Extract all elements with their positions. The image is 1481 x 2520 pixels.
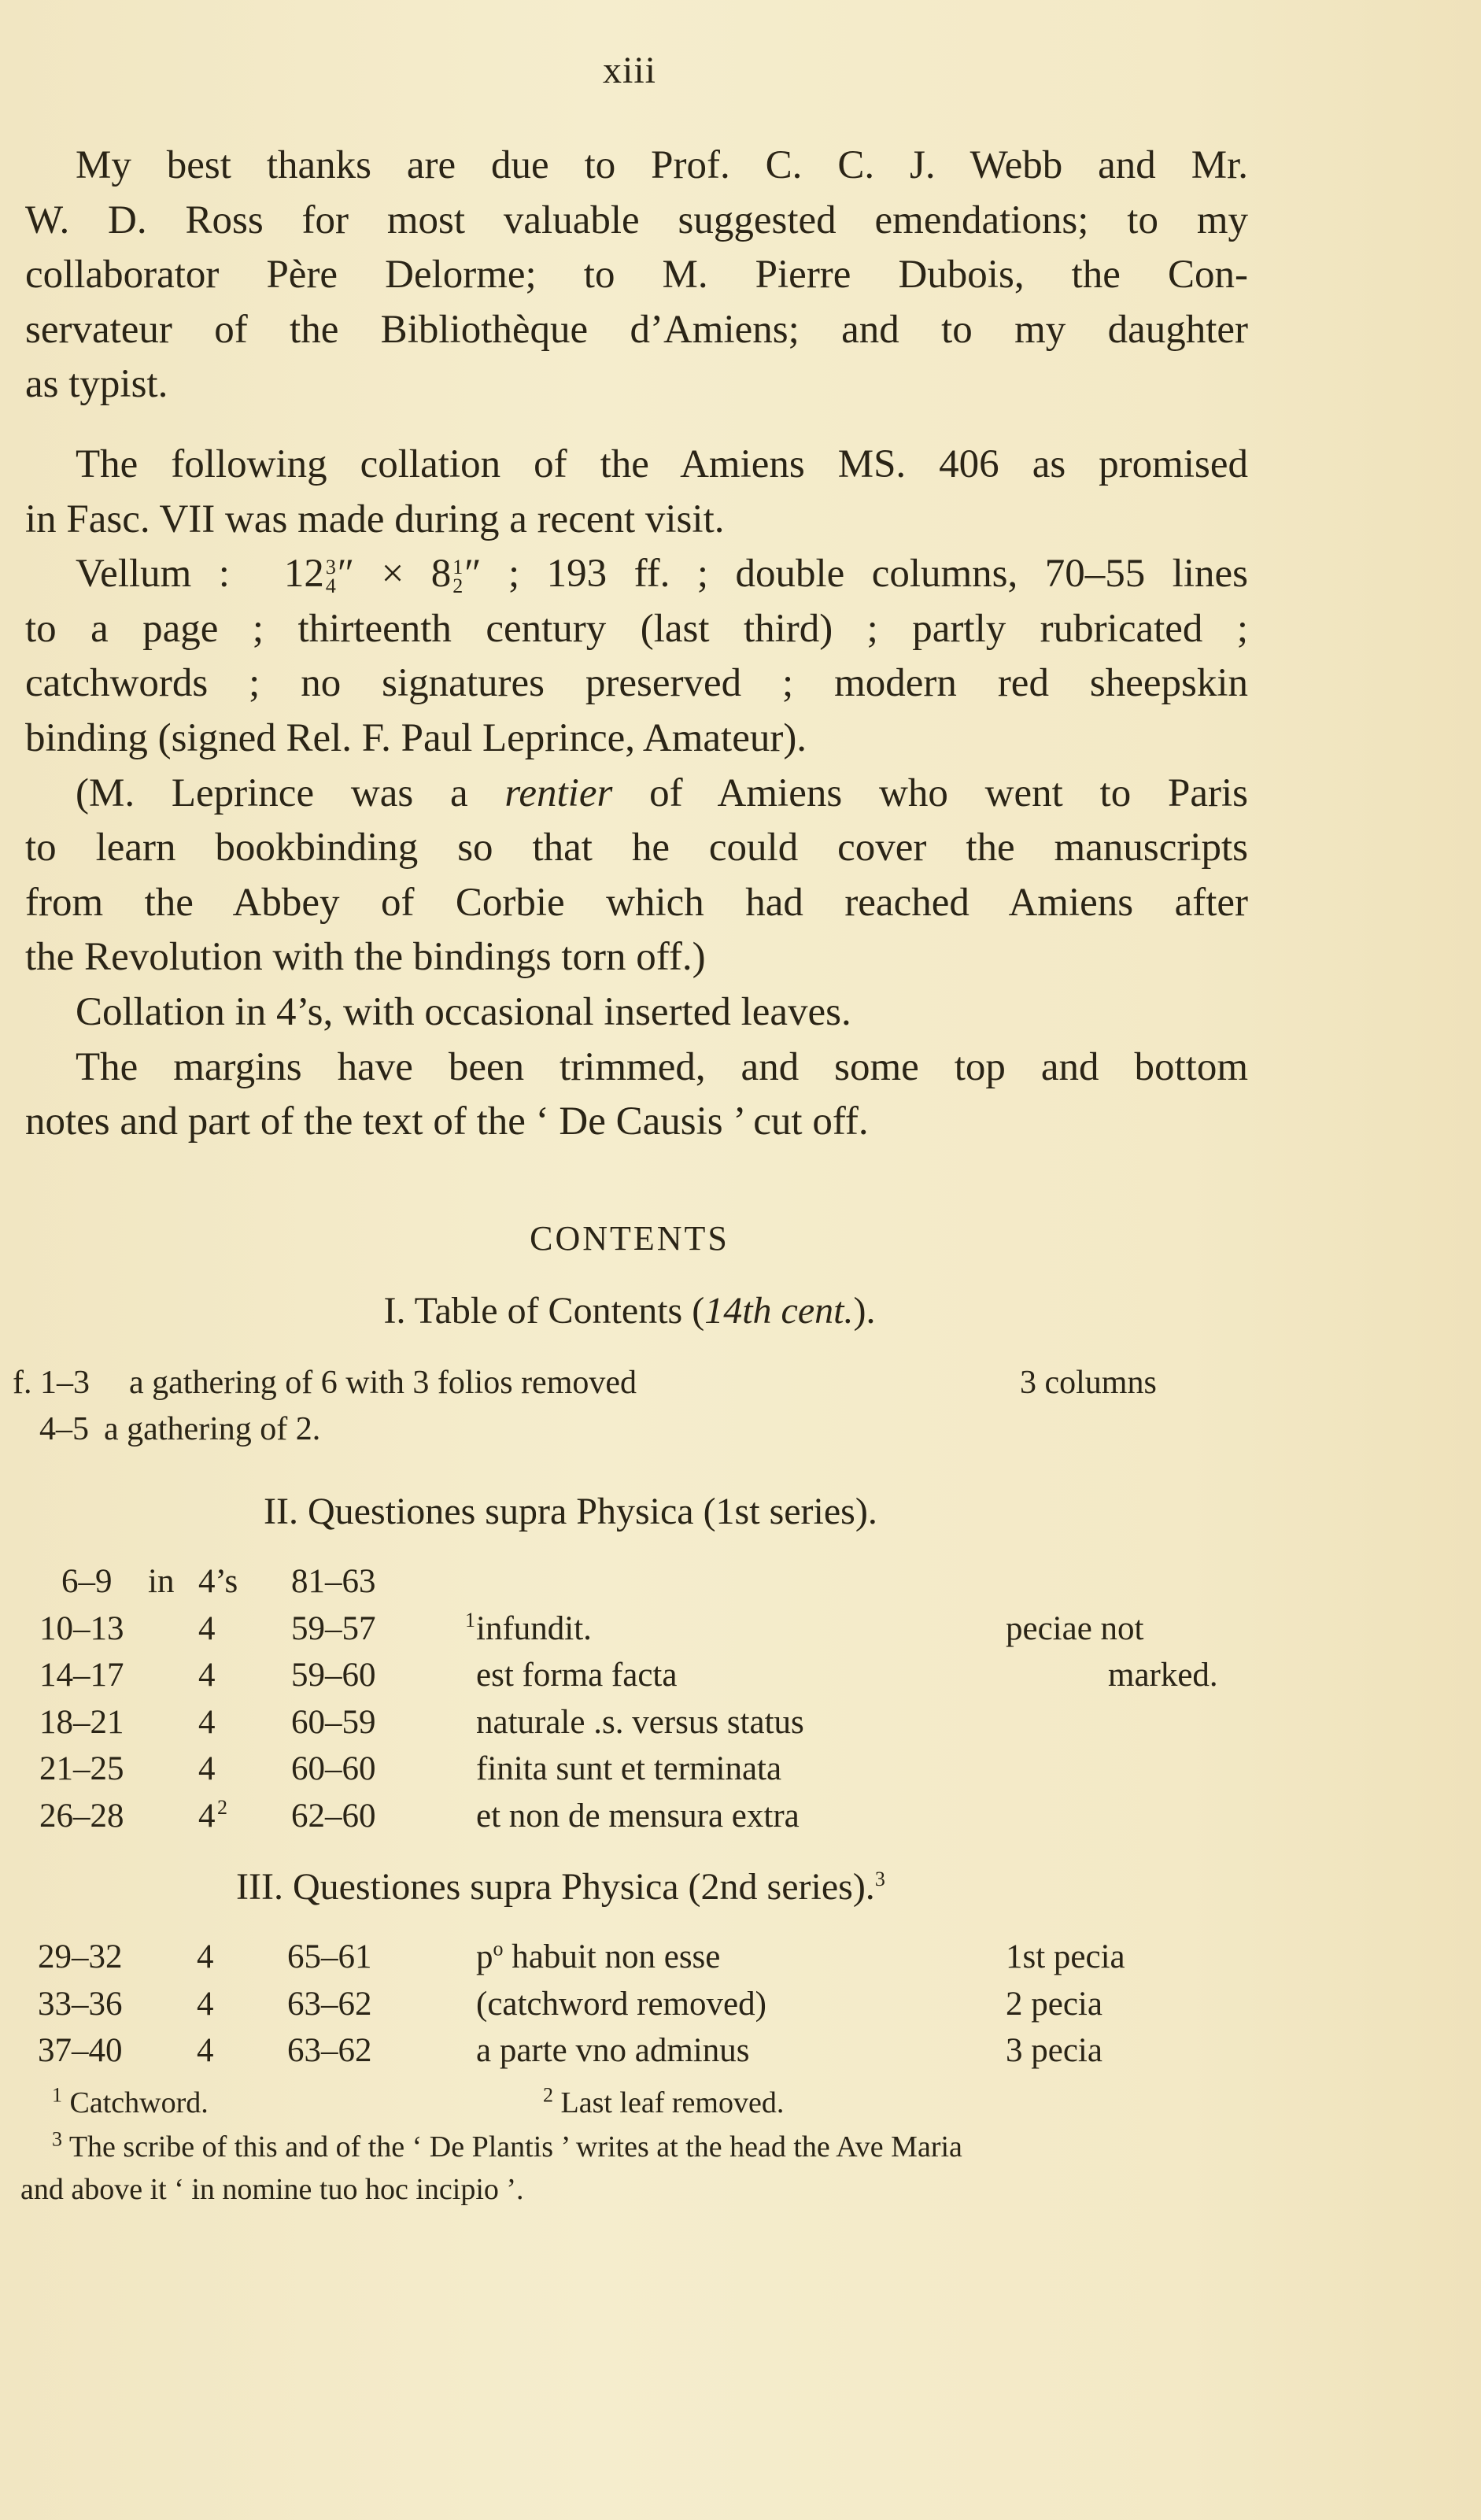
lines-cell: 81–63 <box>291 1563 376 1600</box>
pecia-cell: 3 pecia <box>1006 2032 1102 2069</box>
catchword-cell: infundit. <box>476 1609 592 1647</box>
lines-cell: 59–60 <box>291 1657 376 1694</box>
text-line: binding (signed Rel. F. Paul Leprince, Amateur). <box>25 715 807 760</box>
folios-cell: 6–9 <box>61 1563 113 1600</box>
section-heading-1: I. Table of Contents (14th cent.). <box>383 1290 876 1332</box>
section-heading-2: II. Questiones supra Physica (1st series). <box>264 1491 877 1532</box>
gathering-cell: 4 <box>198 1797 216 1835</box>
gathering-cell: 4 <box>198 1750 216 1787</box>
gathering-cell: 4 <box>197 1938 214 1975</box>
lines-cell: 59–57 <box>291 1609 376 1647</box>
text-line: from the Abbey of Corbie which had reached Amiens after <box>25 880 1248 925</box>
text-line: the Revolution with the bindings torn off.) <box>25 935 706 980</box>
folios-cell: 26–28 <box>39 1797 124 1835</box>
catchword-cell: naturale .s. versus status <box>476 1703 804 1741</box>
lines-cell: 65–61 <box>287 1938 372 1975</box>
text-line: servateur of the Bibliothèque d’Amiens; and to my daughter <box>25 307 1248 352</box>
leprince-line: (M. Leprince was a rentier of Amiens who went to Paris <box>76 770 1248 815</box>
footnote-2: $^2$ Last leaf removed. <box>543 2083 785 2119</box>
catchword-cell: (catchword removed) <box>476 1985 766 2023</box>
gathering-cell: 4 <box>198 1657 216 1694</box>
pecia-cell: peciae not <box>1006 1609 1144 1647</box>
lines-cell: 63–62 <box>287 1985 372 2023</box>
gathering-cell: 4 <box>198 1703 216 1741</box>
text-line: notes and part of the text of the ‘ De Causis ’ cut off. <box>25 1099 869 1144</box>
pecia-cell: 1st pecia <box>1006 1938 1125 1975</box>
section-heading-3: III. Questiones supra Physica (2nd series).$^3$ <box>236 1866 885 1908</box>
lines-cell: 62–60 <box>291 1797 376 1835</box>
folios-cell: 10–13 <box>39 1609 124 1647</box>
text-line: as typist. <box>25 362 168 407</box>
text-line: W. D. Ross for most valuable suggested emendations; to my <box>25 198 1248 242</box>
pecia-cell: marked. <box>1108 1657 1218 1694</box>
gathering-cell: 4 <box>197 1985 214 2023</box>
page-number: xiii <box>602 50 656 91</box>
footnote-3-continued: and above it ‘ in nomine tuo hoc incipio ’. <box>20 2173 524 2206</box>
pecia-cell: 2 pecia <box>1006 1985 1102 2023</box>
collation-description <box>25 438 1248 1150</box>
folios-cell: 18–21 <box>39 1703 124 1741</box>
contents-title: CONTENTS <box>530 1219 729 1258</box>
catchword-cell: finita sunt et terminata <box>476 1750 782 1787</box>
gathering-cell: 4 <box>197 2032 214 2069</box>
catchword-cell: $p^o$ habuit non esse <box>476 1937 721 1975</box>
folios-cell: 21–25 <box>39 1750 124 1787</box>
text-line: My best thanks are due to Prof. C. C. J. Webb and Mr. <box>76 143 1248 187</box>
catchword-cell: et non de mensura extra <box>476 1797 800 1835</box>
book-page: xiii My best thanks are due to Prof. C. C. J. Webb and Mr. W. D. Ross for most valuable suggested emendations; to my collaborator Père Delorme; to M. Pierre Dubois, the Con- servateur of the Bibliothèque d’Amiens; and to my daughter as typist. The following collation of the Amiens MS. 406 as promised in Fasc. VII was made during a recent visit. Vellum : 12 3 4 ″ × 8 1 2 ″ ; 193 ff. ; double columns, 70–55 lines to a page ; thirteenth century (last third) ; partly rubricated ; catchwords ; no signatures preserved ; modern red sheepskin binding (signed Rel. F. Paul Leprince, Amateur). (M. Leprince was a rentier of Amiens who went to Paris to learn bookbinding so that he could cover the manuscripts from the Abbey of Corbie which had reached Amiens after the Revolution with the bindings torn off.) Collation in 4’s, with occasional inserted leaves. The margins have been trimmed, and some top and bottom notes and part of the text of the ‘ De Causis ’ cut off. CONTENTS I. Table of Contents (14th cent.). f. 1–3 a gathering of 6 with 3 folios removed 3 columns 4–5 a gathering of 2. II. Questiones supra Physica (1st series). 6–9 in 4’s 81–63 10–13 4 59–57 infundit. 1 peciae not 14–17 4 59–60 est forma facta marked. 18–21 4 60–59 naturale .s. versus status 21–25 4 60–60 finita sunt et terminata 26–28 4 2 62–60 et non de mensura extra III. Questiones supra Physica (2nd series).$^3$ 29–32 4 65–61 $p^o$ habuit non esse 1st pecia 33–36 4 63–62 (catchword removed) 2 pecia 37–40 4 63–62 a parte vno adminus 3 pecia $^1$ Catchword. $^2$ Last leaf removed. $^3$ The scribe of this and of the ‘ De Plantis ’ writes at the head the Ave Maria and above it ‘ in nomine tuo hoc incipio ’. <box>0 0 1481 2520</box>
text-line: Collation in 4’s, with occasional inserted leaves. <box>76 989 851 1034</box>
text-line: The following collation of the Amiens MS. 406 as promised <box>76 442 1248 486</box>
vellum-line: Vellum : 12 3 4 ″ × 8 1 2 ″ ; 193 ff. ; double columns, 70–55 lines <box>76 552 1249 598</box>
text-line: in Fasc. VII was made during a recent visit. <box>25 497 725 541</box>
lines-cell: 63–62 <box>287 2032 372 2069</box>
text-line: to learn bookbinding so that he could cover the manuscripts <box>25 826 1248 870</box>
text-line: to a page ; thirteenth century (last third) ; partly rubricated ; <box>25 606 1248 651</box>
folios-cell: 14–17 <box>39 1657 124 1694</box>
text-line: The margins have been trimmed, and some top and bottom <box>76 1044 1248 1089</box>
text-line: catchwords ; no signatures preserved ; modern red sheepskin <box>25 661 1248 706</box>
fraction: 3 4 <box>325 556 336 598</box>
lines-cell: 60–60 <box>291 1750 376 1787</box>
footnote-1: $^1$ Catchword. <box>52 2083 209 2119</box>
gathering-cell: 4 <box>198 1609 216 1647</box>
text-line: collaborator Père Delorme; to M. Pierre Dubois, the Con- <box>25 253 1248 297</box>
fraction: 1 2 <box>452 556 464 598</box>
acknowledgements-paragraph <box>25 139 1248 412</box>
folios-cell: 37–40 <box>38 2032 123 2069</box>
gathering-cell: 4’s <box>198 1563 238 1600</box>
catchword-cell: est forma facta <box>476 1657 678 1694</box>
in-cell: in <box>148 1563 175 1600</box>
folios-cell: 29–32 <box>38 1938 123 1975</box>
catchword-cell: a parte vno adminus <box>476 2032 750 2069</box>
footnote-3: $^3$ The scribe of this and of the ‘ De Plantis ’ writes at the head the Ave Maria <box>52 2127 962 2163</box>
lines-cell: 60–59 <box>291 1703 376 1741</box>
folios-cell: 33–36 <box>38 1985 123 2023</box>
